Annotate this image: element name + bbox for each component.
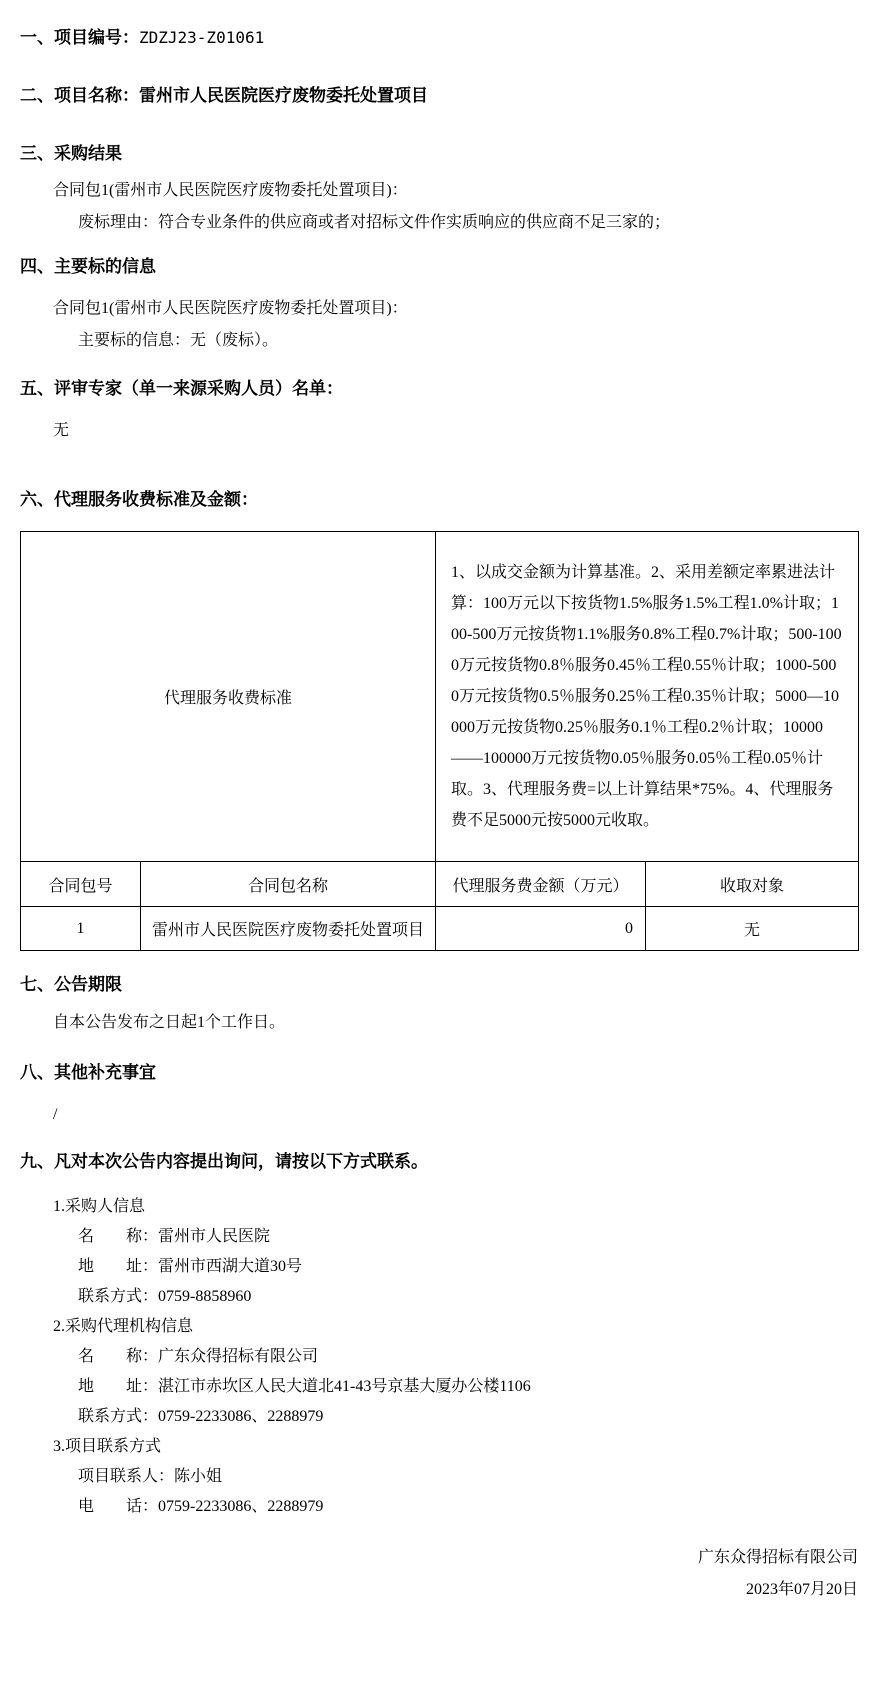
footer-company-signature: 广东众得招标有限公司 [697,1549,858,1566]
announcement-document [0,28,878,1689]
section-announcement-period-heading: 七、公告期限 [20,975,122,994]
purchaser-info-title: 1.采购人信息 [53,1198,146,1215]
section-agency-fee-heading: 六、代理服务收费标准及金额： [20,490,258,509]
agency-contact: 联系方式：0759-2233086、2288979 [78,1408,324,1425]
fee-standard-row [21,532,859,862]
project-name-value: 雷州市人民医院医疗废物委托处置项目 [139,86,428,105]
section-project-number-heading [20,28,858,48]
result-package-line: 合同包1(雷州市人民医院医疗废物委托处置项目)： [53,182,408,199]
fee-cell-package-no: 1 [21,907,141,951]
project-number-value: ZDZJ23-Z01061 [139,28,265,47]
agency-info-title: 2.采购代理机构信息 [53,1318,194,1335]
section-procurement-result-heading: 三、采购结果 [20,144,122,163]
fee-standard-text: 1、以成交金额为计算基准。2、采用差额定率累进法计算：100万元以下按货物1.5%服务1.5%工程1.0%计取；100-500万元按货物1.1%服务0.8%工程0.7%计取；500-1000万元按货物0.8％服务0.45％工程0.55％计取；1000-5000万元按货物0.5％服务0.25％工程0.35％计取；5000—10000万元按货物0.25％服务0.1％工程0.2％计取；10000——100000万元按货物0.05％服务0.05％工程0.05％计取。3、代理服务费=以上计算结果*75%。4、代理服务费不足5000元按5000元收取。 [451,564,842,829]
fee-table-data-row [21,907,859,951]
fee-header-fee-amount: 代理服务费金额（万元） [436,862,646,907]
project-contact-phone: 电 话：0759-2233086、2288979 [78,1498,324,1515]
project-contact-person: 项目联系人：陈小姐 [78,1468,223,1485]
section-subject-info-heading: 四、主要标的信息 [20,257,156,276]
fee-cell-fee-amount: 0 [436,907,646,951]
subject-info-line: 主要标的信息：无（废标）。 [78,332,279,349]
fee-header-charge-target: 收取对象 [646,862,859,907]
purchaser-contact: 联系方式：0759-8858960 [78,1288,252,1305]
footer-date: 2023年07月20日 [745,1581,858,1598]
agency-address: 地 址：湛江市赤坎区人民大道北41-43号京基大厦办公楼1106 [78,1378,531,1395]
fee-table-header-row [21,862,859,907]
section-experts-heading: 五、评审专家（单一来源采购人员）名单： [20,379,343,398]
purchaser-address: 地 址：雷州市西湖大道30号 [78,1258,303,1275]
fee-standard-text-cell [436,532,859,862]
agency-name: 名 称：广东众得招标有限公司 [78,1348,319,1365]
fee-table [20,531,859,951]
result-cancellation-reason: 废标理由：符合专业条件的供应商或者对招标文件作实质响应的供应商不足三家的； [78,214,671,231]
fee-cell-charge-target: 无 [646,907,859,951]
supplementary-value: / [53,1106,58,1123]
announcement-period-value: 自本公告发布之日起1个工作日。 [53,1014,286,1031]
project-number-label: 一、项目编号： [20,28,139,47]
experts-value: 无 [53,422,70,439]
section-supplementary-heading: 八、其他补充事宜 [20,1063,156,1082]
purchaser-name: 名 称：雷州市人民医院 [78,1228,271,1245]
fee-header-package-name: 合同包名称 [141,862,436,907]
fee-cell-package-name: 雷州市人民医院医疗废物委托处置项目 [141,907,436,951]
section-contact-heading: 九、凡对本次公告内容提出询问，请按以下方式联系。 [20,1152,428,1171]
fee-standard-label-cell: 代理服务收费标准 [21,532,436,862]
project-contact-title: 3.项目联系方式 [53,1438,162,1455]
section-project-name-heading [20,86,858,106]
subject-package-line: 合同包1(雷州市人民医院医疗废物委托处置项目)： [53,300,408,317]
project-name-label: 二、项目名称： [20,86,139,105]
fee-header-package-no: 合同包号 [21,862,141,907]
